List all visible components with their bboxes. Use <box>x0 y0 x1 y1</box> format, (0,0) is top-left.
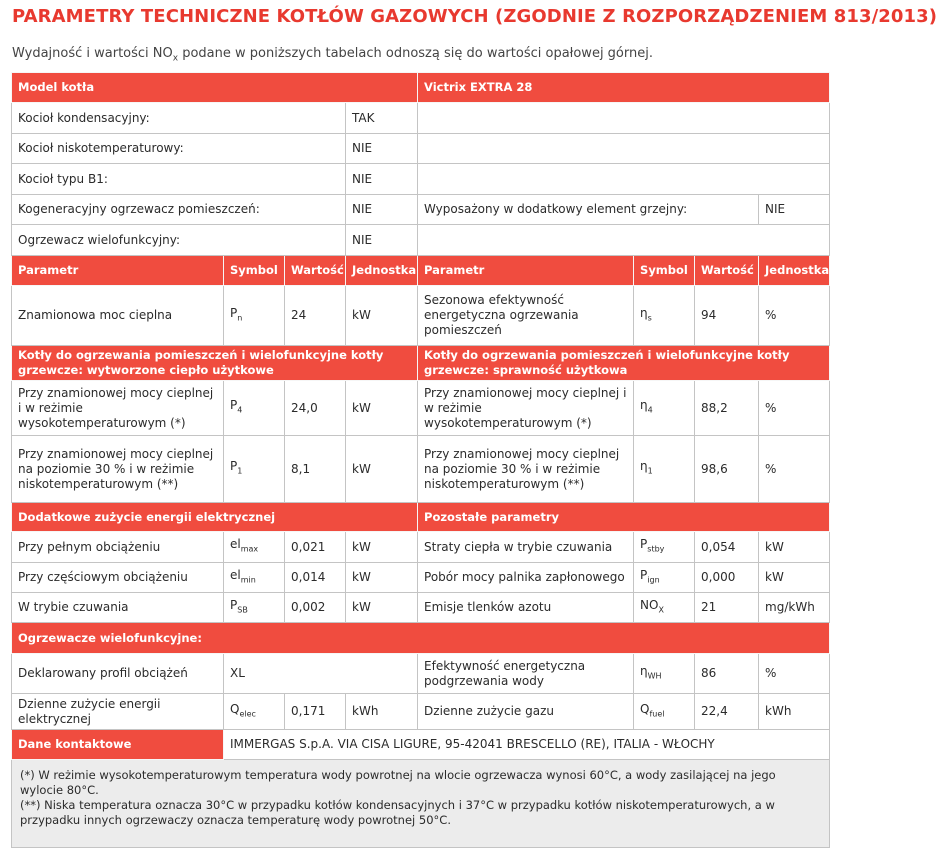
param-name: Znamionowa moc cieplna <box>12 286 224 346</box>
param-name: Deklarowany profil obciążeń <box>12 654 224 694</box>
col-header-value: Wartość <box>285 256 346 286</box>
data-row <box>12 532 830 563</box>
symbol: $el_{max}$ <box>224 532 285 563</box>
footnote: (*) W reżimie wysokotemperaturowym temperatura wody powrotnej na wlocie ogrzewacza wynosi 60°C, a wody zasilającej na jego wylocie 80°C. <box>20 768 776 797</box>
spec-table <box>11 72 830 848</box>
flag-row <box>12 225 830 256</box>
intro-text <box>12 46 653 64</box>
unit: % <box>759 286 830 346</box>
param-name: Przy znamionowej mocy cieplnej na poziomie 30 % i w reżimie niskotemperaturowym (**) <box>12 436 224 503</box>
data-row <box>12 563 830 593</box>
flag-row <box>12 103 830 134</box>
symbol: $el_{min}$ <box>224 563 285 593</box>
col-header-unit: Jednostka <box>346 256 418 286</box>
flag-empty <box>418 225 830 256</box>
unit: kW <box>346 563 418 593</box>
intro-before: Wydajność i wartości NO <box>12 46 173 61</box>
flag-row <box>12 134 830 164</box>
flag-empty <box>418 103 830 134</box>
flag-value: NIE <box>346 225 418 256</box>
section-header-row <box>12 503 830 532</box>
col-header-value: Wartość <box>695 256 759 286</box>
value: 86 <box>695 654 759 694</box>
unit: kWh <box>759 694 830 730</box>
unit: kW <box>759 563 830 593</box>
symbol: $P_{stby}$ <box>634 532 695 563</box>
param-name: Przy częściowym obciążeniu <box>12 563 224 593</box>
col-header-param: Parametr <box>418 256 634 286</box>
section-header: Ogrzewacze wielofunkcyjne: <box>12 623 830 654</box>
col-header-symbol: Symbol <box>634 256 695 286</box>
param-name: Emisje tlenków azotu <box>418 593 634 623</box>
value: 0,000 <box>695 563 759 593</box>
value: XL <box>224 654 418 694</box>
unit: kW <box>346 381 418 436</box>
value: 0,002 <box>285 593 346 623</box>
footnote: (**) Niska temperatura oznacza 30°C w przypadku kotłów kondensacyjnych i 37°C w przypadku kotłów niskotemperaturowych, a w przypadku innych ogrzewaczy oznacza temperaturę wody powrotnej 50°C. <box>20 798 775 827</box>
flag-empty <box>418 134 830 164</box>
flag-value: TAK <box>346 103 418 134</box>
unit: kW <box>346 436 418 503</box>
contact-value: IMMERGAS S.p.A. VIA CISA LIGURE, 95-42041 BRESCELLO (RE), ITALIA - WŁOCHY <box>224 730 830 760</box>
symbol: $\eta_{WH}$ <box>634 654 695 694</box>
symbol: $P_4$ <box>224 381 285 436</box>
param-name: Przy znamionowej mocy cieplnej na poziomie 30 % i w reżimie niskotemperaturowym (**) <box>418 436 634 503</box>
param-name: Dzienne zużycie energii elektrycznej <box>12 694 224 730</box>
param-name: Przy znamionowej mocy cieplnej i w reżimie wysokotemperaturowym (*) <box>418 381 634 436</box>
model-label: Model kotła <box>12 73 418 103</box>
section-header: Kotły do ogrzewania pomieszczeń i wielofunkcyjne kotły grzewcze: sprawność użytkowa <box>418 346 830 381</box>
col-header-unit: Jednostka <box>759 256 830 286</box>
flag-label: Kocioł typu B1: <box>12 164 346 195</box>
flag-label: Kocioł niskotemperaturowy: <box>12 134 346 164</box>
intro-sub: x <box>172 53 179 64</box>
flag-row <box>12 164 830 195</box>
rated-row <box>12 286 830 346</box>
symbol: $P_{SB}$ <box>224 593 285 623</box>
data-row <box>12 654 830 694</box>
section-header-row <box>12 623 830 654</box>
flag-empty <box>418 164 830 195</box>
unit: % <box>759 436 830 503</box>
data-row <box>12 593 830 623</box>
flag-row <box>12 195 830 225</box>
symbol: $Q_{elec}$ <box>224 694 285 730</box>
param-name: Sezonowa efektywność energetyczna ogrzewania pomieszczeń <box>418 286 634 346</box>
contact-row <box>12 730 830 760</box>
section-header-row <box>12 346 830 381</box>
page-title: PARAMETRY TECHNICZNE KOTŁÓW GAZOWYCH (ZGODNIE Z ROZPORZĄDZENIEM 813/2013) <box>12 6 937 27</box>
flag-value: NIE <box>346 195 418 225</box>
flag-extra-label: Wyposażony w dodatkowy element grzejny: <box>418 195 759 225</box>
unit: kW <box>346 532 418 563</box>
param-name: Dzienne zużycie gazu <box>418 694 634 730</box>
symbol: $P_{ign}$ <box>634 563 695 593</box>
value: 88,2 <box>695 381 759 436</box>
symbol: $\eta_s$ <box>634 286 695 346</box>
symbol: $NO_X$ <box>634 593 695 623</box>
flag-value: NIE <box>346 134 418 164</box>
col-header-param: Parametr <box>12 256 224 286</box>
value: 24 <box>285 286 346 346</box>
symbol: $Q_{fuel}$ <box>634 694 695 730</box>
value: 0,021 <box>285 532 346 563</box>
flag-value: NIE <box>346 164 418 195</box>
unit: kW <box>759 532 830 563</box>
param-name: W trybie czuwania <box>12 593 224 623</box>
contact-label: Dane kontaktowe <box>12 730 224 760</box>
flag-label: Ogrzewacz wielofunkcyjny: <box>12 225 346 256</box>
unit: % <box>759 381 830 436</box>
param-name: Efektywność energetyczna podgrzewania wody <box>418 654 634 694</box>
value: 0,171 <box>285 694 346 730</box>
param-name: Przy znamionowej mocy cieplnej i w reżimie wysokotemperaturowym (*) <box>12 381 224 436</box>
notes-row <box>12 760 830 848</box>
value: 24,0 <box>285 381 346 436</box>
symbol: $\eta_1$ <box>634 436 695 503</box>
symbol: $\eta_4$ <box>634 381 695 436</box>
flag-extra-value: NIE <box>759 195 830 225</box>
footnotes <box>12 760 830 848</box>
symbol: $P_n$ <box>224 286 285 346</box>
col-header-symbol: Symbol <box>224 256 285 286</box>
value: 0,054 <box>695 532 759 563</box>
section-header: Kotły do ogrzewania pomieszczeń i wielofunkcyjne kotły grzewcze: wytworzone ciepło użytkowe <box>12 346 418 381</box>
param-name: Pobór mocy palnika zapłonowego <box>418 563 634 593</box>
value: 98,6 <box>695 436 759 503</box>
value: 0,014 <box>285 563 346 593</box>
unit: % <box>759 654 830 694</box>
model-value: Victrix EXTRA 28 <box>418 73 830 103</box>
section-header: Pozostałe parametry <box>418 503 830 532</box>
unit: mg/kWh <box>759 593 830 623</box>
symbol: $P_1$ <box>224 436 285 503</box>
unit: kW <box>346 286 418 346</box>
data-row <box>12 381 830 436</box>
data-row <box>12 436 830 503</box>
value: 94 <box>695 286 759 346</box>
value: 21 <box>695 593 759 623</box>
flag-label: Kocioł kondensacyjny: <box>12 103 346 134</box>
value: 8,1 <box>285 436 346 503</box>
unit: kW <box>346 593 418 623</box>
column-header-row <box>12 256 830 286</box>
section-header: Dodatkowe zużycie energii elektrycznej <box>12 503 418 532</box>
flag-label: Kogeneracyjny ogrzewacz pomieszczeń: <box>12 195 346 225</box>
unit: kWh <box>346 694 418 730</box>
value: 22,4 <box>695 694 759 730</box>
model-row <box>12 73 830 103</box>
param-name: Przy pełnym obciążeniu <box>12 532 224 563</box>
intro-after: podane w poniższych tabelach odnoszą się do wartości opałowej górnej. <box>178 46 653 61</box>
param-name: Straty ciepła w trybie czuwania <box>418 532 634 563</box>
data-row <box>12 694 830 730</box>
